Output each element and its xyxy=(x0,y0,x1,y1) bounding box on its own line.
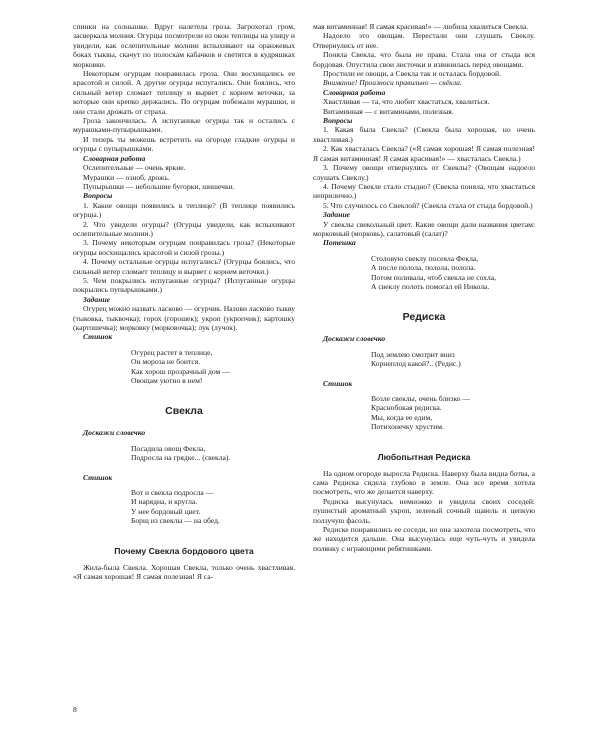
verse-heading: Стишок xyxy=(83,472,113,482)
question: 4. Почему остальные огурцы испугались? (Огурцы боялись, что сильный ветер сломает теплицу и вырвет с корнем веточки.) xyxy=(73,257,295,276)
paragraph: Поняла Свекла, что была не права. Стала она от стыда вся бордовая. Опустила свои листочки и извинилась перед овощами. xyxy=(313,50,535,69)
verse xyxy=(371,394,535,432)
verse-line: Вот и свекла подросла — xyxy=(131,488,214,498)
vocabulary-item: Ослепительные — очень яркие. xyxy=(83,163,186,173)
paragraph: Жила-была Свекла. Хорошая Свекла, только очень хвастливая. «Я самая хорошая! Я самая полезная! Я са- xyxy=(73,562,295,582)
nursery-rhyme xyxy=(371,254,535,292)
section-title: Свекла xyxy=(165,405,203,418)
verse-line: Потихонечку хрустим. xyxy=(371,422,444,432)
task-heading: Задание xyxy=(83,294,111,304)
verse-line: Краснобокая редиска. xyxy=(371,403,442,413)
say-word-heading: Доскажи словечко xyxy=(83,428,146,438)
paragraph: Надоело это овощам. Перестали они слушать Свеклу. Отвернулись от нее. xyxy=(313,31,535,50)
paragraph: Редиска высунулась немножко и увидела своих соседей: пушистый ароматный укроп, зеленый сочный щавель и цепкую ползучую фасоль. xyxy=(313,496,535,525)
verse xyxy=(131,348,295,386)
task-text: Огурец можно назвать ласково — огурчик. Назови ласково тыкву (тыковка, тыквочка); горох (горошек); укроп (укропчик); картошку (картошечка); морковку (морковочка); лук (лучок). xyxy=(73,304,296,332)
question: 1. Какие овощи появились в теплице? (В теплице появились огурцы.) xyxy=(73,200,295,220)
task-text: У свеклы свекольный цвет. Какие овощи дали названия цветам: морковный (морковь), салатовый (салат)? xyxy=(313,219,535,238)
riddle xyxy=(131,444,295,463)
vocabulary-item: Витаминная — с витаминами, полезная. xyxy=(323,106,454,116)
verse-line: И нарядна, и кругла. xyxy=(131,497,198,507)
say-word-heading: Доскажи словечко xyxy=(323,334,386,344)
verse-line: А свеклу полоть помогал ей Никола. xyxy=(371,281,490,291)
riddle xyxy=(371,350,535,369)
paragraph: Редиске понравились ее соседи, но она захотела посмотреть, что же находится дальше. Она высунулась еще чуть-чуть и увидела полянку с играющими ребятишками. xyxy=(313,525,535,553)
verse-line: Как хорош прозрачный дом — xyxy=(131,366,230,376)
verse-heading: Стишок xyxy=(323,378,353,388)
question: 1. Какая была Свекла? (Свекла была хорошая, но очень хвастливая.) xyxy=(313,125,535,144)
page-number: 8 xyxy=(73,705,77,714)
verse-line: Он мороза не боится. xyxy=(131,357,201,367)
paragraph: Некоторым огурцам понравилась гроза. Они восхищались ее красотой и силой. А другие огурцы испугались. Они боялись, что сильный ветер сломает теплицу и вырвет с корнем веточки, за которые они крепко держались. По огурцам побежали мурашки, и они стали дрожать от страха. xyxy=(73,69,295,116)
pronunciation-note: Внимание! Произноси правильно — свёкла. xyxy=(323,78,462,88)
question: 3. Почему овощи отвернулись от Свеклы? (Овощам надоело слушать Свеклу.) xyxy=(313,163,535,182)
story-title: Почему Свекла бордового цвета xyxy=(114,545,254,556)
questions-heading: Вопросы xyxy=(323,116,353,126)
section-title: Редиска xyxy=(402,311,446,324)
task-heading: Задание xyxy=(323,210,351,220)
verse xyxy=(131,488,295,526)
question: 2. Как хвасталась Свекла? («Я самая хорошая! Я самая полезная! Я самая витаминная! Я самая красивая!» — хвасталась Свекла.) xyxy=(313,144,535,163)
verse-line: Огурец растет в теплице, xyxy=(131,347,213,357)
left-column xyxy=(73,22,295,582)
riddle-line: Посадила овощ Фекла, xyxy=(131,443,206,453)
verse-heading: Стишок xyxy=(83,332,113,342)
question: 4. Почему Свекле стало стыдно? (Свекла поняла, что хвастаться неприлично.) xyxy=(313,181,535,201)
vocabulary-heading: Словарная работа xyxy=(83,153,146,163)
vocabulary-heading: Словарная работа xyxy=(323,87,386,97)
nursery-rhyme-heading: Потешка xyxy=(323,238,356,248)
right-column xyxy=(313,22,535,553)
question: 3. Почему некоторым огурцам понравилась гроза? (Некоторые огурцы восхищались красотой и силой грозы.) xyxy=(73,238,295,257)
riddle-line: Под землею смотрит вниз xyxy=(371,349,455,359)
verse-line: А после полола, полола, полола. xyxy=(371,263,476,273)
paragraph: Гроза закончилась. А испуганные огурцы так и остались с мурашками-пупырышками. xyxy=(73,116,295,135)
question: 2. Что увидели огурцы? (Огурцы увидели, как вспыхивают ослепительные молнии.) xyxy=(73,219,295,238)
verse-line: Овощам уютно в нем! xyxy=(131,376,203,386)
vocabulary-item: Мурашки — озноб, дрожь. xyxy=(83,172,170,182)
riddle-line: Корнеплод какой?.. (Редис.) xyxy=(371,359,461,369)
questions-heading: Вопросы xyxy=(83,191,113,201)
story-title: Любопытная Редиска xyxy=(377,451,471,462)
question: 5. Чем покрылись испуганные огурцы? (Испуганные огурцы покрылись пупырышками.) xyxy=(73,275,295,295)
verse-line: У нее бордовый цвет. xyxy=(131,506,201,516)
paragraph: На одном огороде выросла Редиска. Наверху была видна ботва, а сама Редиска сидела глубоко в земле. Она все время хотела посмотреть, что же делается наверху. xyxy=(313,468,535,497)
verse-line: Возле свеклы, очень близко — xyxy=(371,394,470,403)
verse-line: Потом поливала, чтоб свекла не сохла, xyxy=(371,272,497,282)
paragraph: И теперь ты можешь встретить на огороде гладкие огурцы и огурцы с пупырышками. xyxy=(73,134,295,154)
paragraph: мая витаминная! Я самая красивая!» — любила хвалиться Свекла. xyxy=(313,22,529,31)
paragraph: Простили ее овощи, а Свекла так и осталась бордовой. xyxy=(323,69,501,79)
paragraph: спинки на солнышке. Вдруг налетела гроза. Загрохотал гром, засверкала молния. Огурцы посмотрели из окон теплицы на улицу и увидели, как ослепительные молнии вспыхивают на оранжевых боках тыквы, скачут по полоскам кабачков и светятся в кудряшках морковки. xyxy=(73,22,295,69)
vocabulary-item: Хвастливая — та, что любит хвастаться, хвалиться. xyxy=(323,97,490,107)
riddle-line: Подросла на грядке... (свекла). xyxy=(131,453,231,463)
verse-line: Мы, когда ее едим, xyxy=(371,412,433,422)
question: 5. Что случилось со Свеклой? (Свекла стала от стыда бордовой.) xyxy=(323,200,533,210)
vocabulary-item: Пупырышки — небольшие бугорки, шишечки. xyxy=(83,181,235,191)
verse-line: Столовую свеклу посеяла Фекла, xyxy=(371,253,479,263)
verse-line: Борщ из свеклы — на обед. xyxy=(131,516,220,526)
